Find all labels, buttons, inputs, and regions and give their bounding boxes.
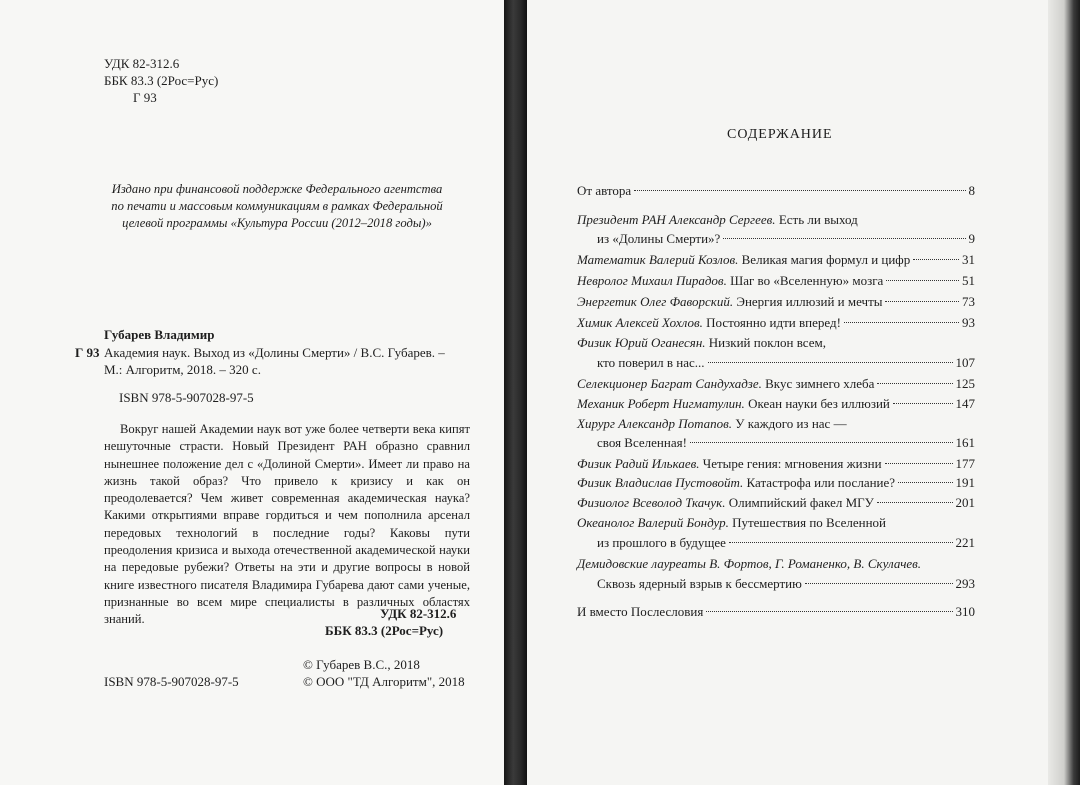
toc-title: Шаг во «Вселенную» мозга <box>730 273 884 288</box>
toc-title: Катастрофа или послание? <box>746 475 896 490</box>
toc-leader <box>723 238 965 239</box>
toc-entry <box>577 252 975 269</box>
toc-heading: СОДЕРЖАНИЕ <box>727 127 833 142</box>
funding-line-3: целевой программы «Культура России (2012–2018 годы)» <box>122 216 432 230</box>
udk-bold: УДК 82-312.6 <box>380 606 457 621</box>
toc-entry <box>597 231 975 248</box>
toc-page-number: 177 <box>955 456 975 471</box>
toc-leader <box>885 463 953 464</box>
catalog-line-1: Академия наук. Выход из «Долины Смерти» / В.С. Губарев. – <box>104 345 445 360</box>
toc-author: Селекционер Баграт Сандухадзе. <box>577 376 762 391</box>
toc-page-number: 9 <box>968 231 975 246</box>
toc-entry <box>597 435 975 452</box>
toc-page-number: 161 <box>955 435 975 450</box>
toc-page-number: 8 <box>968 183 975 198</box>
toc-page-number: 31 <box>962 252 975 267</box>
isbn-top: ISBN 978-5-907028-97-5 <box>119 390 254 405</box>
toc-leader <box>898 482 952 483</box>
toc-title: Энергия иллюзий и мечты <box>736 294 883 309</box>
toc-entry-head <box>577 515 886 531</box>
toc-page-number: 51 <box>962 273 975 288</box>
left-page <box>0 0 504 785</box>
toc-entry <box>577 273 975 290</box>
isbn-bottom: ISBN 978-5-907028-97-5 <box>104 674 239 689</box>
toc-title: Великая магия формул и цифр <box>741 252 911 267</box>
copyright-author: © Губарев В.С., 2018 <box>303 657 420 672</box>
toc-entry <box>577 456 975 473</box>
toc-leader <box>729 542 953 543</box>
toc-page-number: 310 <box>955 604 975 619</box>
toc-leader <box>877 383 952 384</box>
toc-page-number: 147 <box>955 396 975 411</box>
toc-title: Океан науки без иллюзий <box>748 396 890 411</box>
toc-entry <box>577 294 975 311</box>
copyright-publisher: © ООО "ТД Алгоритм", 2018 <box>303 674 465 689</box>
toc-page-number: 221 <box>955 535 975 550</box>
toc-entry <box>577 604 975 621</box>
toc-title: Есть ли выход <box>778 212 858 227</box>
toc-author: Невролог Михаил Пирадов. <box>577 273 727 288</box>
udk-code: УДК 82-312.6 <box>104 56 180 71</box>
toc-title: Путешествия по Вселенной <box>732 515 887 530</box>
toc-leader <box>634 190 965 191</box>
toc-entry <box>577 315 975 332</box>
toc-page-number: 93 <box>962 315 975 330</box>
toc-author: Океанолог Валерий Бондур. <box>577 515 729 530</box>
toc-author: Физик Юрий Оганесян. <box>577 335 706 350</box>
toc-title-cont: из прошлого в будущее <box>597 535 726 550</box>
toc-leader <box>844 322 959 323</box>
toc-author: Математик Валерий Козлов. <box>577 252 739 267</box>
toc-title: Постоянно идти вперед! <box>706 315 841 330</box>
toc-title: Четыре гения: мгновения жизни <box>702 456 882 471</box>
toc-entry <box>577 183 975 200</box>
toc-entry <box>597 355 975 372</box>
toc-title-cont: своя Вселенная! <box>597 435 687 450</box>
toc-title: У каждого из нас — <box>735 416 847 431</box>
bbk-code: ББК 83.3 (2Рос=Рус) <box>104 73 219 88</box>
toc-leader <box>877 502 953 503</box>
toc-title-cont: из «Долины Смерти»? <box>597 231 721 246</box>
toc-leader <box>690 442 953 443</box>
toc-author: Механик Роберт Нигматулин. <box>577 396 745 411</box>
toc-title-cont: кто поверил в нас... <box>597 355 705 370</box>
toc-leader <box>913 259 959 260</box>
toc-leader <box>886 280 959 281</box>
toc-entry <box>577 376 975 393</box>
catalog-line-2: М.: Алгоритм, 2018. – 320 с. <box>104 362 261 377</box>
toc-title: Вкус зимнего хлеба <box>765 376 875 391</box>
toc-entry <box>597 576 975 593</box>
funding-line-1: Издано при финансовой поддержке Федерального агентства <box>111 182 443 196</box>
toc-author: Демидовские лауреаты В. Фортов, Г. Романенко, В. Скулачев. <box>577 556 922 571</box>
toc-page-number: 201 <box>955 495 975 510</box>
toc-title: От автора <box>577 183 632 198</box>
toc-leader <box>708 362 953 363</box>
funding-line-2: по печати и массовым коммуникациям в рамках Федеральной <box>111 199 443 213</box>
toc-leader <box>805 583 953 584</box>
author-code: Г 93 <box>133 90 157 105</box>
catalog-code: Г 93 <box>75 345 100 360</box>
toc-author: Президент РАН Александр Сергеев. <box>577 212 776 227</box>
toc-title: Олимпийский факел МГУ <box>728 495 874 510</box>
toc-entry <box>577 396 975 413</box>
toc-author: Физик Владислав Пустовойт. <box>577 475 744 490</box>
toc-entry-head <box>577 556 921 572</box>
toc-page-number: 73 <box>962 294 975 309</box>
book-spine <box>504 0 527 785</box>
toc-title: Низкий поклон всем, <box>708 335 826 350</box>
toc-author: Химик Алексей Хохлов. <box>577 315 703 330</box>
toc-entry <box>577 495 975 512</box>
toc-title: И вместо Послесловия <box>577 604 704 619</box>
toc-leader <box>893 403 953 404</box>
toc-author: Физик Радий Илькаев. <box>577 456 700 471</box>
bbk-bold: ББК 83.3 (2Рос=Рус) <box>325 623 444 638</box>
toc-author: Хирург Александр Потапов. <box>577 416 733 431</box>
author-heading: Губарев Владимир <box>104 327 215 342</box>
toc-entry-head <box>577 212 858 228</box>
toc-leader <box>706 611 952 612</box>
toc-page-number: 293 <box>955 576 975 591</box>
toc-entry-head <box>577 416 847 432</box>
annotation-paragraph: Вокруг нашей Академии наук вот уже более четверти века кипят нешуточные страсти. Новый Президент РАН образно сравнил нынешнее положение дел с «Долиной Смерти». Имеет ли право на жизнь такой образ? Что привело к кризису и как он преодолевается? Чем живет современная академическая наука? Какими открытиями вправе гордиться и чем пополнила арсенал передовых технологий в последние годы? Каковы пути преодоления кризиса и выхода отечественной академической науки на передовые рубежи? Ответы на эти и другие вопросы в новой книге известного писателя Владимира Губарева дают сами ученые, признанные во всем мире специалисты в различных областях знаний. <box>104 422 470 627</box>
toc-leader <box>885 301 959 302</box>
toc-entry-head <box>577 335 826 351</box>
toc-entry <box>597 535 975 552</box>
toc-author: Физиолог Всеволод Ткачук. <box>577 495 726 510</box>
toc-page-number: 125 <box>955 376 975 391</box>
toc-page-number: 191 <box>955 475 975 490</box>
toc-page-number: 107 <box>955 355 975 370</box>
toc-entry <box>577 475 975 492</box>
toc-author: Энергетик Олег Фаворский. <box>577 294 734 309</box>
toc-title-cont: Сквозь ядерный взрыв к бессмертию <box>597 576 802 591</box>
page-edge <box>1048 0 1080 785</box>
